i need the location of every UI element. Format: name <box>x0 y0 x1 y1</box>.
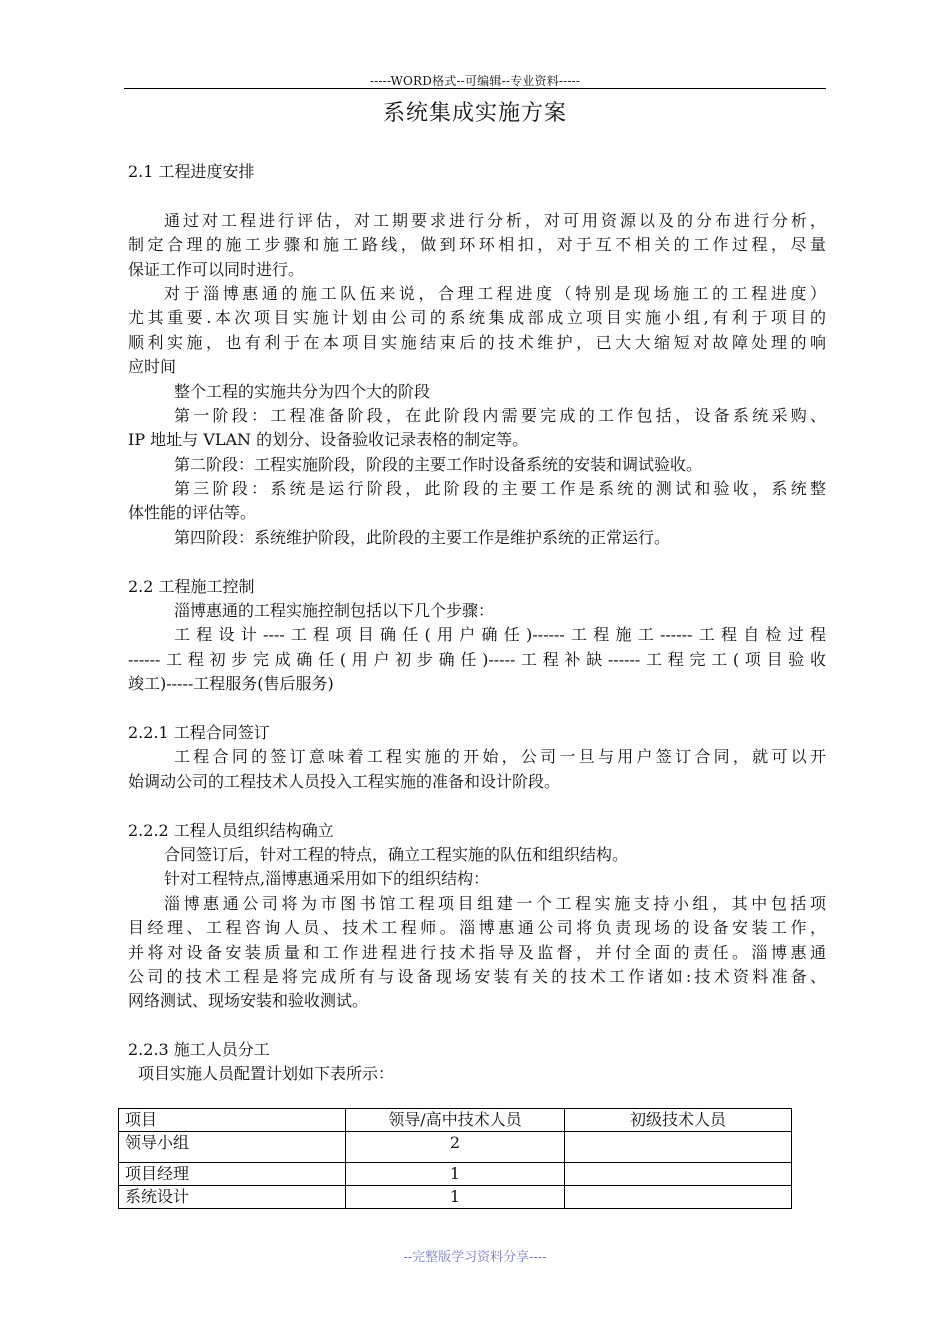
table-cell: 2 <box>346 1132 565 1163</box>
paragraph-line: 制定合理的施工步骤和施工路线，做到环环相扣，对于互不相关的工作过程，尽量 <box>128 235 826 255</box>
paragraph-line: 并将对设备安装质量和工作进程进行技术指导及监督，并付全面的责任。淄博惠通 <box>128 942 826 962</box>
table-cell: 1 <box>346 1186 565 1209</box>
table-cell: 系统设计 <box>119 1186 346 1209</box>
document-body <box>128 160 826 1087</box>
section-heading-2-2-2: 2.2.2 工程人员组织结构确立 <box>128 820 334 840</box>
paragraph-line: 体性能的评估等。 <box>128 503 257 523</box>
spacer <box>128 794 826 818</box>
spacer <box>128 697 826 721</box>
page-header: -----WORD格式--可编辑--专业资料----- <box>369 74 581 88</box>
paragraph-line: 淄博惠通的工程实施控制包括以下几个步骤： <box>174 601 495 621</box>
paragraph-line: 通过对工程进行评估，对工期要求进行分析，对可用资源以及的分布进行分析， <box>164 210 826 230</box>
paragraph-line: 第一阶段：工程准备阶段，在此阶段内需要完成的工作包括，设备系统采购、 <box>174 405 826 425</box>
paragraph-line: 对于淄博惠通的施工队伍来说，合理工程进度（特别是现场施工的工程进度） <box>164 283 826 303</box>
paragraph-line: ------工程初步完成确任(用户初步确任)-----工程补缺------工程完工(项目验收 <box>128 649 826 669</box>
table-header-row <box>119 1109 792 1132</box>
section-heading-2-2-3: 2.2.3 施工人员分工 <box>128 1040 270 1060</box>
table-row <box>119 1163 792 1186</box>
paragraph-line: 竣工)-----工程服务(售后服务) <box>128 674 334 694</box>
table-header-cell: 初级技术人员 <box>565 1109 792 1132</box>
paragraph-line: 合同签订后，针对工程的特点，确立工程实施的队伍和组织结构。 <box>164 844 629 864</box>
paragraph-line: 工程合同的签订意味着工程实施的开始，公司一旦与用户签订合同，就可以开 <box>174 747 826 767</box>
paragraph-line: 针对工程特点,淄博惠通采用如下的组织结构： <box>164 869 490 889</box>
paragraph-line: 始调动公司的工程技术人员投入工程实施的准备和设计阶段。 <box>128 771 561 791</box>
spacer <box>128 184 826 208</box>
paragraph-line: 保证工作可以同时进行。 <box>128 259 305 279</box>
paragraph-line: 工程设计----工程项目确任(用户确任)------工程施工------工程自检过程 <box>174 625 826 645</box>
paragraph-line: 目经理、工程咨询人员、技术工程师。淄博惠通公司将负责现场的设备安装工作， <box>128 918 826 938</box>
table-cell <box>565 1186 792 1209</box>
paragraph-line: 第二阶段：工程实施阶段，阶段的主要工作时设备系统的安装和调试验收。 <box>174 454 703 474</box>
paragraph-line: 网络测试、现场安装和验收测试。 <box>128 991 369 1011</box>
document-title: 系统集成实施方案 <box>382 101 567 126</box>
paragraph-line: 第三阶段：系统是运行阶段，此阶段的主要工作是系统的测试和验收，系统整 <box>174 479 826 499</box>
staffing-table <box>118 1108 792 1209</box>
staffing-table-wrapper <box>118 1108 792 1209</box>
paragraph-line: 整个工程的实施共分为四个大的阶段 <box>174 381 431 401</box>
paragraph-line: 应时间 <box>128 357 177 377</box>
table-header-cell: 项目 <box>119 1109 346 1132</box>
table-header-cell: 领导/高中技术人员 <box>346 1109 565 1132</box>
table-row <box>119 1132 792 1163</box>
section-heading-2-1: 2.1 工程进度安排 <box>128 162 255 181</box>
paragraph-line: 顺利实施，也有利于在本项目实施结束后的技术维护，已大大缩短对故障处理的响 <box>128 332 826 352</box>
paragraph-line: IP 地址与 VLAN 的划分、设备验收记录表格的制定等。 <box>128 430 529 450</box>
paragraph-line: 尤其重要.本次项目实施计划由公司的系统集成部成立项目实施小组,有利于项目的 <box>128 308 826 328</box>
paragraph-line: 淄博惠通公司将为市图书馆工程项目组建一个工程实施支持小组，其中包括项 <box>164 893 826 913</box>
section-heading-2-2-1: 2.2.1 工程合同签订 <box>128 722 270 742</box>
paragraph-line: 公司的技术工程是将完成所有与设备现场安装有关的技术工作诸如:技术资料准备、 <box>128 966 826 986</box>
table-cell: 1 <box>346 1163 565 1186</box>
table-cell <box>565 1132 792 1163</box>
section-heading-2-2: 2.2 工程施工控制 <box>128 576 255 596</box>
table-cell <box>565 1163 792 1186</box>
table-cell: 项目经理 <box>119 1163 346 1186</box>
paragraph-line: 第四阶段：系统维护阶段，此阶段的主要工作是维护系统的正常运行。 <box>174 527 671 547</box>
page-footer: --完整版学习资料分享---- <box>403 1250 547 1265</box>
table-cell: 领导小组 <box>119 1132 346 1163</box>
table-row <box>119 1186 792 1209</box>
paragraph-line: 项目实施人员配置计划如下表所示： <box>138 1064 395 1084</box>
spacer <box>128 1014 826 1038</box>
spacer <box>128 550 826 574</box>
header-rule <box>124 88 826 89</box>
